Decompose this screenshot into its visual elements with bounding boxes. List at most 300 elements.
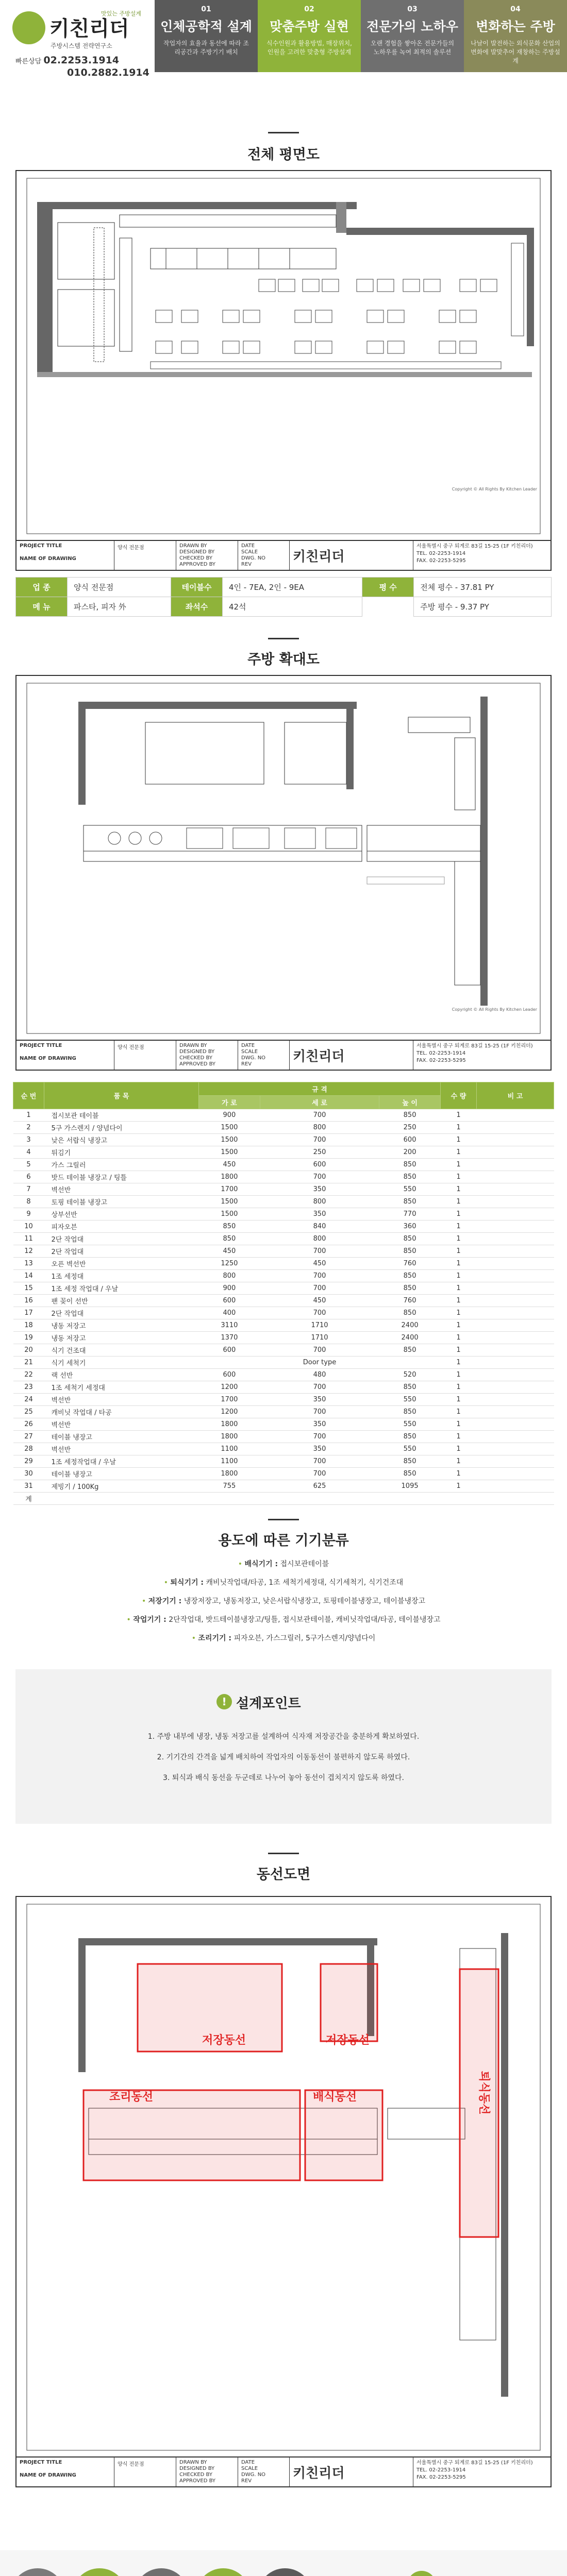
- section-divider: [268, 638, 299, 639]
- col-width: 가 로: [199, 1096, 260, 1109]
- class-row: • 조리기기 : 피자오븐, 가스그릴러, 5구가스렌지/양념다이: [191, 1634, 376, 1642]
- cell-qty: 1: [441, 1418, 477, 1431]
- info-icon: !: [216, 1694, 232, 1709]
- cell-height: 550: [379, 1418, 441, 1431]
- table-row: [13, 1394, 554, 1406]
- cell-width: 600: [199, 1369, 260, 1381]
- tb-company: 키친리더: [290, 2458, 413, 2486]
- cell-width: 1100: [199, 1455, 260, 1468]
- cell-qty: 1: [441, 1369, 477, 1381]
- tb-rev: REV: [241, 562, 252, 567]
- class-label: 조리기기 :: [198, 1634, 231, 1642]
- tb-company: 키친리더: [290, 1041, 413, 1070]
- table-row: [13, 1245, 554, 1258]
- cell-no: 23: [13, 1381, 44, 1394]
- class-row: • 작업기기 : 2단작업대, 밧드테이블냉장고/팅틀, 접시보관테이블, 캐비닛작업대/타공, 테이블냉장고: [126, 1616, 441, 1624]
- cell-width: 400: [199, 1307, 260, 1319]
- cell-qty: 1: [441, 1282, 477, 1295]
- cell-height: 850: [379, 1282, 441, 1295]
- table-row: [13, 1319, 554, 1332]
- table-header-row: [13, 1082, 554, 1096]
- cell-name: 튀김기: [44, 1146, 199, 1159]
- class-label: 작업기기 :: [133, 1616, 166, 1624]
- cell-name: 냉동 저장고: [44, 1319, 199, 1332]
- cell-note: [477, 1455, 554, 1468]
- cell-height: 850: [379, 1196, 441, 1208]
- cell-width: 1800: [199, 1468, 260, 1480]
- tb-rev: REV: [241, 2478, 252, 2484]
- tb-meta: [238, 2458, 290, 2486]
- cell-no: 20: [13, 1344, 44, 1357]
- tb-by: [176, 1041, 238, 1070]
- cell-width: 450: [199, 1159, 260, 1171]
- cell-no: 25: [13, 1406, 44, 1418]
- cell-height: 760: [379, 1258, 441, 1270]
- cell-width: 850: [199, 1221, 260, 1233]
- section-title-floorplan: 전체 평면도: [247, 147, 320, 163]
- tb-checked: CHECKED BY: [179, 2472, 212, 2478]
- tb-drawing-label: NAME OF DRAWING: [20, 1056, 76, 1061]
- cell-depth: 800: [260, 1233, 379, 1245]
- tb-address: 서울특별시 중구 퇴계로 83길 15-25 (1F 키친리더): [416, 2460, 533, 2466]
- cell-width: 1250: [199, 1258, 260, 1270]
- cell-name: 벽선반: [44, 1443, 199, 1455]
- cell-no: 15: [13, 1282, 44, 1295]
- cell-no: 22: [13, 1369, 44, 1381]
- copyright-text: Copyright © All Rights By Kitchen Leader: [452, 1007, 537, 1012]
- cell-qty: 1: [441, 1134, 477, 1146]
- col-qty: 수 량: [441, 1082, 477, 1109]
- cell-name: 제빙기 / 100Kg: [44, 1480, 199, 1493]
- cell-height: 250: [379, 1122, 441, 1134]
- table-row: [13, 1431, 554, 1443]
- tb-designed: DESIGNED BY: [179, 2466, 215, 2471]
- tb-company: 키친리더: [290, 541, 413, 570]
- col-name: 품 목: [44, 1082, 199, 1109]
- cell-no: 27: [13, 1431, 44, 1443]
- tb-dwg: DWG. NO: [241, 555, 266, 561]
- cell-height: 850: [379, 1468, 441, 1480]
- class-text: 접시보관테이블: [280, 1560, 329, 1568]
- cell-width: 1500: [199, 1146, 260, 1159]
- cell-no: 10: [13, 1221, 44, 1233]
- cell-name: 2단 작업대: [44, 1233, 199, 1245]
- info-value: 전체 평수 - 37.81 PY: [414, 578, 552, 597]
- cell-empty: [260, 1493, 379, 1505]
- tb-checked: CHECKED BY: [179, 555, 212, 561]
- table-row: [13, 1171, 554, 1183]
- cell-name: 벽선반: [44, 1418, 199, 1431]
- cell-no: 8: [13, 1196, 44, 1208]
- info-header: 메 뉴: [16, 597, 68, 617]
- cell-no: 28: [13, 1443, 44, 1455]
- cell-no: 14: [13, 1270, 44, 1282]
- cell-height: 850: [379, 1455, 441, 1468]
- footer-logo-text: [439, 2572, 511, 2576]
- tb-drawing-label: NAME OF DRAWING: [20, 2472, 76, 2478]
- cell-height: 850: [379, 1233, 441, 1245]
- cell-height: 760: [379, 1295, 441, 1307]
- flow-plan-svg: [16, 1897, 551, 2456]
- cell-qty: 1: [441, 1357, 477, 1369]
- tb-project: 양식 전문점: [114, 541, 176, 570]
- cell-name: 1조 세정대: [44, 1270, 199, 1282]
- cell-height: 600: [379, 1134, 441, 1146]
- cell-qty: 1: [441, 1122, 477, 1134]
- tb-drawing-label: NAME OF DRAWING: [20, 556, 76, 562]
- tb-scale: SCALE: [241, 549, 258, 555]
- flow-plan-drawing: [15, 1896, 552, 2458]
- cell-qty: 1: [441, 1332, 477, 1344]
- tb-drawn: DRAWN BY: [179, 1043, 207, 1048]
- class-text: 2단작업대, 밧드테이블냉장고/팅틀, 접시보관테이블, 캐비닛작업대/타공, 테이블냉장고: [169, 1616, 441, 1624]
- cell-name: 오픈 벽선반: [44, 1258, 199, 1270]
- info-header: 좌석수: [171, 597, 222, 617]
- cell-height: 850: [379, 1344, 441, 1357]
- tb-meta: [238, 541, 290, 570]
- cell-depth: 350: [260, 1208, 379, 1221]
- step-4: [464, 0, 567, 72]
- cell-width: 3110: [199, 1319, 260, 1332]
- cell-note: [477, 1159, 554, 1171]
- tb-address-block: [413, 1041, 551, 1070]
- cell-no: 4: [13, 1146, 44, 1159]
- cell-empty: [199, 1493, 260, 1505]
- table-row: [13, 1258, 554, 1270]
- cell-empty: [477, 1493, 554, 1505]
- cell-name: 랙 선반: [44, 1369, 199, 1381]
- class-text: 캐비닛작업대/타공, 1조 세척기세정대, 식기세척기, 식기건조대: [206, 1579, 404, 1587]
- tb-scale: SCALE: [241, 2466, 258, 2471]
- cell-width: 1500: [199, 1208, 260, 1221]
- cell-width: 1800: [199, 1431, 260, 1443]
- cell-height: 850: [379, 1109, 441, 1122]
- cell-name: 벽선반: [44, 1394, 199, 1406]
- design-point: 1. 주방 내부에 냉장, 냉동 저장고를 설계하여 식자재 저장공간을 충분하게 확보하였다.: [147, 1733, 420, 1741]
- table-row: [13, 1295, 554, 1307]
- table-row: [13, 1307, 554, 1319]
- cell-depth: 450: [260, 1258, 379, 1270]
- zone-label: 퇴식동선: [477, 2071, 490, 2115]
- cell-note: [477, 1307, 554, 1319]
- zone-label: 저장동선: [202, 2034, 246, 2047]
- title-block: [15, 541, 552, 571]
- tb-tel: TEL. 02-2253-1914: [416, 1050, 466, 1056]
- step-title: 인체공학적 설계: [160, 19, 252, 34]
- tb-fax: FAX. 02-2253-5295: [416, 558, 466, 564]
- cell-note: [477, 1394, 554, 1406]
- cell-depth: 350: [260, 1183, 379, 1196]
- cell-depth: 700: [260, 1406, 379, 1418]
- tb-date: DATE: [241, 1043, 255, 1048]
- tb-approved: APPROVED BY: [179, 1061, 216, 1067]
- step-desc: 나날이 발전하는 외식문화 산업의 변화에 발맞추어 재창하는 주방설계: [471, 40, 560, 64]
- section-divider: [268, 1853, 299, 1854]
- floor-plan-svg: [16, 171, 551, 540]
- cell-height: 550: [379, 1394, 441, 1406]
- class-row: • 배식기기 : 접시보관테이블: [238, 1560, 329, 1568]
- cell-qty: 1: [441, 1258, 477, 1270]
- cell-width: 600: [199, 1295, 260, 1307]
- cell-qty: 1: [441, 1183, 477, 1196]
- cell-name: 테이블 냉장고: [44, 1431, 199, 1443]
- cell-name: 가스 그릴러: [44, 1159, 199, 1171]
- cell-no: 1: [13, 1109, 44, 1122]
- cell-note: [477, 1369, 554, 1381]
- class-label: 저장기기 :: [148, 1597, 182, 1605]
- tb-labels: [16, 541, 114, 570]
- table-row: [13, 1455, 554, 1468]
- tb-project-label: PROJECT TITLE: [20, 543, 62, 549]
- tb-fax: FAX. 02-2253-5295: [416, 1058, 466, 1063]
- step-number: 02: [304, 5, 314, 13]
- cell-depth: 700: [260, 1431, 379, 1443]
- table-row: [13, 1406, 554, 1418]
- cell-depth: 350: [260, 1418, 379, 1431]
- cell-width: 1800: [199, 1418, 260, 1431]
- cell-depth: Door type: [260, 1357, 379, 1369]
- cell-height: [379, 1357, 441, 1369]
- cell-qty: 1: [441, 1245, 477, 1258]
- cell-qty: 1: [441, 1295, 477, 1307]
- info-header: 업 종: [16, 578, 68, 597]
- cell-depth: 840: [260, 1221, 379, 1233]
- cell-height: 850: [379, 1307, 441, 1319]
- tb-labels: [16, 1041, 114, 1070]
- info-value: 주방 평수 - 9.37 PY: [414, 597, 552, 617]
- kitchen-plan-drawing: [15, 675, 552, 1041]
- cell-width: [199, 1357, 260, 1369]
- info-empty: [362, 597, 414, 617]
- cell-qty: 1: [441, 1468, 477, 1480]
- cell-no: 12: [13, 1245, 44, 1258]
- zone-label: 조리동선: [109, 2091, 154, 2104]
- cell-depth: 700: [260, 1307, 379, 1319]
- tb-by: [176, 2458, 238, 2486]
- cell-name: 밧드 테이블 냉장고 / 팅틀: [44, 1171, 199, 1183]
- cell-no: 17: [13, 1307, 44, 1319]
- cell-depth: 250: [260, 1146, 379, 1159]
- col-note: 비 고: [477, 1082, 554, 1109]
- info-header: 평 수: [362, 578, 414, 597]
- cell-name: 팬 꽂이 선반: [44, 1295, 199, 1307]
- table-row: [13, 1196, 554, 1208]
- phone-2[interactable]: 010.2882.1914: [67, 67, 149, 78]
- info-header: 테이블수: [171, 578, 222, 597]
- class-row: • 퇴식기기 : 캐비닛작업대/타공, 1조 세척기세정대, 식기세척기, 식기건조대: [163, 1579, 404, 1587]
- cell-depth: 450: [260, 1295, 379, 1307]
- class-text: 피자오븐, 가스그릴러, 5구가스렌지/양념다이: [234, 1634, 376, 1642]
- cell-depth: 480: [260, 1369, 379, 1381]
- logo-text: 키친리더: [49, 17, 129, 41]
- tb-meta: [238, 1041, 290, 1070]
- cell-note: [477, 1468, 554, 1480]
- cell-note: [477, 1319, 554, 1332]
- cell-qty: 1: [441, 1344, 477, 1357]
- cell-qty: 1: [441, 1171, 477, 1183]
- cell-name: 접시보관 테이블: [44, 1109, 199, 1122]
- cell-note: [477, 1480, 554, 1493]
- cell-no: 26: [13, 1418, 44, 1431]
- cell-depth: 700: [260, 1344, 379, 1357]
- cell-no: 29: [13, 1455, 44, 1468]
- cell-height: 850: [379, 1381, 441, 1394]
- cell-empty: [44, 1493, 199, 1505]
- cell-name: 1조 세정 작업대 / 우날: [44, 1282, 199, 1295]
- cell-no: 18: [13, 1319, 44, 1332]
- cell-depth: 600: [260, 1159, 379, 1171]
- cell-qty: 1: [441, 1406, 477, 1418]
- cell-depth: 1710: [260, 1332, 379, 1344]
- cell-height: 2400: [379, 1332, 441, 1344]
- cell-qty: 1: [441, 1208, 477, 1221]
- info-value: 42석: [222, 597, 362, 617]
- tb-project-label: PROJECT TITLE: [20, 1043, 62, 1048]
- tb-fax: FAX. 02-2253-5295: [416, 2475, 466, 2480]
- tb-approved: APPROVED BY: [179, 562, 216, 567]
- cell-width: 1200: [199, 1406, 260, 1418]
- step-number: 01: [201, 5, 211, 13]
- cell-no: 9: [13, 1208, 44, 1221]
- cell-no: 24: [13, 1394, 44, 1406]
- tb-rev: REV: [241, 1061, 252, 1067]
- cell-qty: 1: [441, 1307, 477, 1319]
- cell-width: 1100: [199, 1443, 260, 1455]
- cell-no: 16: [13, 1295, 44, 1307]
- cell-name: 2단 작업대: [44, 1307, 199, 1319]
- tb-dwg: DWG. NO: [241, 1055, 266, 1061]
- col-height: 높 이: [379, 1096, 441, 1109]
- class-label: 퇴식기기 :: [170, 1579, 204, 1587]
- cell-height: 520: [379, 1369, 441, 1381]
- tb-address-block: [413, 541, 551, 570]
- cell-note: [477, 1146, 554, 1159]
- col-depth: 세 로: [260, 1096, 379, 1109]
- cell-note: [477, 1344, 554, 1357]
- cell-note: [477, 1109, 554, 1122]
- class-text: 냉장저장고, 냉동저장고, 낮은서랍식냉장고, 토핑테이블냉장고, 테이블냉장고: [184, 1597, 426, 1605]
- cell-name: 피자오븐: [44, 1221, 199, 1233]
- cell-note: [477, 1134, 554, 1146]
- cell-no: 11: [13, 1233, 44, 1245]
- title-block: [15, 1041, 552, 1071]
- cell-width: 755: [199, 1480, 260, 1493]
- cell-note: [477, 1282, 554, 1295]
- section-divider: [268, 1519, 299, 1520]
- cell-qty: 1: [441, 1480, 477, 1493]
- cell-depth: 700: [260, 1134, 379, 1146]
- table-row: [13, 1270, 554, 1282]
- cell-height: 550: [379, 1183, 441, 1196]
- col-size: 규 격: [199, 1082, 441, 1096]
- cell-width: 1200: [199, 1381, 260, 1394]
- cell-qty: 1: [441, 1394, 477, 1406]
- cell-depth: 700: [260, 1282, 379, 1295]
- phone-label: 빠른상담: [15, 58, 42, 65]
- step-desc: 식수인원과 활용방법, 매장위치, 인원을 고려한 맞춤형 주방설계: [266, 40, 352, 56]
- cell-width: 1700: [199, 1183, 260, 1196]
- cell-note: [477, 1406, 554, 1418]
- cell-depth: 350: [260, 1443, 379, 1455]
- tb-date: DATE: [241, 2460, 255, 2465]
- cell-name: 1조 세정작업대 / 우날: [44, 1455, 199, 1468]
- table-row: [13, 1134, 554, 1146]
- table-row: [13, 1146, 554, 1159]
- cell-name: 캐비닛 작업대 / 타공: [44, 1406, 199, 1418]
- phone-1[interactable]: 02.2253.1914: [43, 55, 120, 66]
- cell-width: 1700: [199, 1394, 260, 1406]
- table-row: [13, 1480, 554, 1493]
- table-row: [13, 1418, 554, 1431]
- cell-name: 낮은 서랍식 냉장고: [44, 1134, 199, 1146]
- cell-qty: 1: [441, 1270, 477, 1282]
- table-row: [13, 1122, 554, 1134]
- table-total-row: [13, 1493, 554, 1505]
- section-title-flow: 동선도면: [256, 1867, 311, 1883]
- cell-empty: [379, 1493, 441, 1505]
- logo-tagline: 맛있는 주방설계: [101, 10, 141, 17]
- section-title-classification: 용도에 따른 기기분류: [218, 1533, 349, 1549]
- cell-height: 1095: [379, 1480, 441, 1493]
- tb-date: DATE: [241, 543, 255, 549]
- cell-qty: 1: [441, 1159, 477, 1171]
- cell-width: 1500: [199, 1122, 260, 1134]
- table-row: [13, 1233, 554, 1245]
- step-2: [258, 0, 361, 72]
- cell-name: 냉동 저장고: [44, 1332, 199, 1344]
- cell-width: 800: [199, 1270, 260, 1282]
- copyright-text: Copyright © All Rights By Kitchen Leader: [452, 487, 537, 492]
- tb-scale: SCALE: [241, 1049, 258, 1055]
- cell-width: 850: [199, 1233, 260, 1245]
- table-row: [13, 1183, 554, 1196]
- info-row: [16, 578, 552, 597]
- cell-height: 2400: [379, 1319, 441, 1332]
- cell-note: [477, 1196, 554, 1208]
- cell-width: 1500: [199, 1134, 260, 1146]
- title-block: [15, 2458, 552, 2487]
- cell-name: 식기 건조대: [44, 1344, 199, 1357]
- step-title: 전문가의 노하우: [366, 19, 458, 34]
- cell-depth: 700: [260, 1270, 379, 1282]
- cell-height: 200: [379, 1146, 441, 1159]
- tb-approved: APPROVED BY: [179, 2478, 216, 2484]
- cell-width: 1500: [199, 1196, 260, 1208]
- logo-icon: [12, 11, 45, 44]
- cell-height: 850: [379, 1406, 441, 1418]
- info-table: [15, 577, 552, 617]
- cell-depth: 700: [260, 1455, 379, 1468]
- cell-depth: 700: [260, 1381, 379, 1394]
- cell-name: 벽선반: [44, 1183, 199, 1196]
- cell-qty: 1: [441, 1381, 477, 1394]
- tb-address-block: [413, 2458, 551, 2486]
- info-value: 4인 - 7EA, 2인 - 9EA: [222, 578, 362, 597]
- cell-no: 3: [13, 1134, 44, 1146]
- table-row: [13, 1443, 554, 1455]
- cell-note: [477, 1295, 554, 1307]
- cell-qty: 1: [441, 1319, 477, 1332]
- cell-width: 600: [199, 1344, 260, 1357]
- zone-label: 저장동선: [326, 2034, 370, 2047]
- table-row: [13, 1109, 554, 1122]
- table-row: [13, 1282, 554, 1295]
- cell-note: [477, 1171, 554, 1183]
- step-desc: 오랜 경험을 쌓아온 전문가들의 노하우를 녹여 최적의 솔루션: [370, 40, 455, 56]
- tb-dwg: DWG. NO: [241, 2472, 266, 2478]
- cell-note: [477, 1258, 554, 1270]
- cell-total-label: 계: [13, 1493, 44, 1505]
